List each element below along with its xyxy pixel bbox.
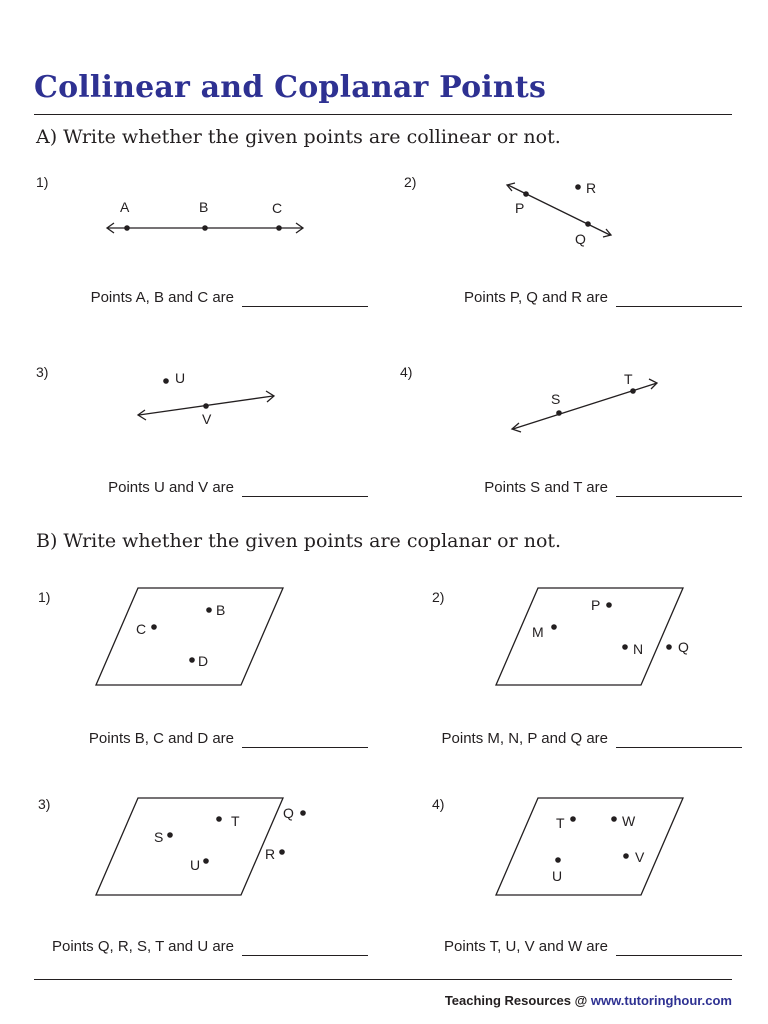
label-c: C <box>136 621 147 637</box>
footer-url-link[interactable]: www.tutoringhour.com <box>590 993 732 1008</box>
point-t <box>216 816 222 822</box>
a1-answer-blank[interactable] <box>242 292 368 307</box>
section-a-heading: A) Write whether the given points are collinear or not. <box>36 126 561 148</box>
section-b-heading: B) Write whether the given points are coplanar or not. <box>36 530 562 552</box>
a3-number: 3) <box>36 364 49 380</box>
point-v <box>203 403 209 409</box>
label-u: U <box>552 868 563 884</box>
label-t: T <box>624 371 633 387</box>
b1-prompt: Points B, C and D are <box>88 730 234 747</box>
b2-plane <box>496 588 683 685</box>
point-s <box>167 832 173 838</box>
label-d: D <box>198 653 209 669</box>
point-t <box>630 388 636 394</box>
point-r <box>575 184 581 190</box>
b2-number: 2) <box>432 589 445 605</box>
label-t: T <box>231 813 240 829</box>
a4-number: 4) <box>400 364 413 380</box>
point-p <box>523 191 529 197</box>
label-a: A <box>120 199 130 215</box>
point-v <box>623 853 629 859</box>
label-w: W <box>622 813 636 829</box>
b1-figure <box>90 583 290 691</box>
b3-figure <box>90 793 315 901</box>
page-title: Collinear and Coplanar Points <box>34 70 547 105</box>
point-s <box>556 410 562 416</box>
a1-prompt: Points A, B and C are <box>90 289 234 306</box>
b3-plane <box>96 798 283 895</box>
point-n <box>622 644 628 650</box>
a2-figure <box>500 175 620 250</box>
b4-answer-blank[interactable] <box>616 941 742 956</box>
point-t <box>570 816 576 822</box>
point-c <box>151 624 157 630</box>
point-q <box>666 644 672 650</box>
a2-prompt: Points P, Q and R are <box>464 289 608 306</box>
b4-plane <box>496 798 683 895</box>
label-r: R <box>586 180 597 196</box>
a4-prompt: Points S and T are <box>484 479 608 496</box>
label-u: U <box>190 857 201 873</box>
a2-number: 2) <box>404 174 417 190</box>
b1-number: 1) <box>38 589 51 605</box>
b3-answer-blank[interactable] <box>242 941 368 956</box>
b2-answer-row <box>442 731 742 748</box>
label-b: B <box>199 199 209 215</box>
label-p: P <box>591 597 601 613</box>
b2-prompt: Points M, N, P and Q are <box>441 730 608 747</box>
label-v: V <box>202 411 212 427</box>
point-a <box>124 225 130 231</box>
a3-answer-row <box>108 480 368 497</box>
a3-prompt: Points U and V are <box>108 479 234 496</box>
footer <box>445 993 732 1008</box>
footer-label: Teaching Resources @ <box>444 993 588 1008</box>
point-q <box>300 810 306 816</box>
a3-figure <box>133 365 283 430</box>
label-n: N <box>633 641 644 657</box>
point-r <box>279 849 285 855</box>
point-b <box>202 225 208 231</box>
b4-figure <box>490 793 690 901</box>
label-q: Q <box>678 639 689 655</box>
b3-answer-row <box>52 939 368 956</box>
a4-answer-row <box>484 480 742 497</box>
b4-prompt: Points T, U, V and W are <box>444 938 608 955</box>
label-v: V <box>635 849 645 865</box>
point-w <box>611 816 617 822</box>
b3-number: 3) <box>38 796 51 812</box>
a2-answer-row <box>464 290 742 307</box>
label-s: S <box>154 829 164 845</box>
label-q: Q <box>575 231 586 247</box>
point-c <box>276 225 282 231</box>
b2-answer-blank[interactable] <box>616 733 742 748</box>
label-q: Q <box>283 805 294 821</box>
footer-divider <box>34 979 732 980</box>
label-m: M <box>532 624 544 640</box>
point-q <box>585 221 591 227</box>
label-s: S <box>551 391 561 407</box>
point-u <box>555 857 561 863</box>
b1-answer-row <box>89 731 368 748</box>
point-d <box>189 657 195 663</box>
b1-answer-blank[interactable] <box>242 733 368 748</box>
label-r: R <box>265 846 276 862</box>
label-p: P <box>515 200 525 216</box>
a1-figure <box>100 190 310 245</box>
b4-answer-row <box>444 939 742 956</box>
point-u <box>163 378 169 384</box>
point-u <box>203 858 209 864</box>
point-p <box>606 602 612 608</box>
label-u: U <box>175 370 186 386</box>
b4-number: 4) <box>432 796 445 812</box>
point-b <box>206 607 212 613</box>
point-m <box>551 624 557 630</box>
label-t: T <box>556 815 565 831</box>
a1-answer-row <box>91 290 368 307</box>
label-b: B <box>216 602 226 618</box>
a4-figure <box>507 368 667 438</box>
a1-number: 1) <box>36 174 49 190</box>
a3-answer-blank[interactable] <box>242 482 368 497</box>
b3-prompt: Points Q, R, S, T and U are <box>51 938 234 955</box>
a4-answer-blank[interactable] <box>616 482 742 497</box>
title-divider <box>34 114 732 115</box>
b2-figure <box>490 583 705 691</box>
label-c: C <box>272 200 283 216</box>
b1-plane <box>96 588 283 685</box>
a2-answer-blank[interactable] <box>616 292 742 307</box>
